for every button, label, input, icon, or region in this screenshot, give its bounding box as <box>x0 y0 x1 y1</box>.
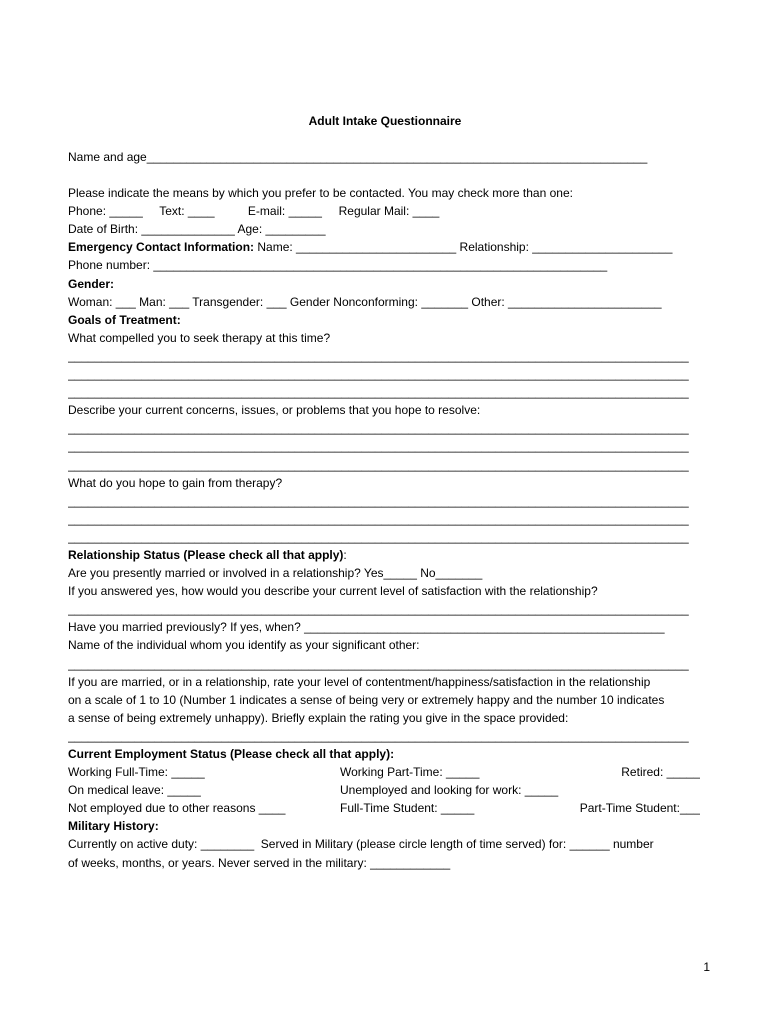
employment-option: Working Full-Time: _____ <box>68 765 205 780</box>
answer-line: _____________________________________________________________________________________________ <box>68 457 689 472</box>
military-history-text-1: Currently on active duty: ________ Served in Military (please circle length of time served) for: ______ number <box>68 837 654 852</box>
spacer <box>68 166 700 184</box>
page-number: 1 <box>703 960 710 974</box>
answer-line: _____________________________________________________________________________________________ <box>68 728 689 743</box>
gender-options: Woman: ___ Man: ___ Transgender: ___ Gender Nonconforming: _______ Other: _______________________ <box>68 294 662 309</box>
emergency-contact-fields: Name: ________________________ Relationship: _____________________ <box>254 240 673 255</box>
answer-line: _____________________________________________________________________________________________ <box>68 385 689 400</box>
question-married-previously: Have you married previously? If yes, when? ______________________________________________________ <box>68 620 665 635</box>
answer-line: _____________________________________________________________________________________________ <box>68 511 689 526</box>
contact-preference-text: Please indicate the means by which you prefer to be contacted. You may check more than one: <box>68 186 573 201</box>
answer-line: _____________________________________________________________________________________________ <box>68 439 689 454</box>
emergency-contact-row <box>68 238 700 256</box>
question-compelled: What compelled you to seek therapy at this time? <box>68 330 331 345</box>
question-married: Are you presently married or involved in a relationship? Yes_____ No_______ <box>68 566 483 581</box>
relationship-status-colon: : <box>343 547 347 562</box>
answer-line: _____________________________________________________________________________________________ <box>68 348 689 363</box>
answer-line: _____________________________________________________________________________________________ <box>68 367 689 382</box>
employment-status-label: Current Employment Status (Please check all that apply): <box>68 747 395 761</box>
contact-methods-field: Phone: _____ Text: ____ E-mail: _____ Regular Mail: ____ <box>68 204 440 219</box>
emergency-contact-label: Emergency Contact Information: <box>68 240 255 255</box>
employment-option: On medical leave: _____ <box>68 783 201 798</box>
phone-number-field: Phone number: ____________________________________________________________________ <box>68 258 608 273</box>
question-gain: What do you hope to gain from therapy? <box>68 475 283 490</box>
goals-label: Goals of Treatment: <box>68 312 181 327</box>
name-age-field: Name and age___________________________________________________________________________ <box>68 150 648 164</box>
rating-instructions-3: a sense of being extremely unhappy). Briefly explain the rating you give in the space provided: <box>68 710 569 725</box>
employment-option: Unemployed and looking for work: _____ <box>340 783 559 798</box>
employment-option: Working Part-Time: _____ <box>340 765 480 780</box>
employment-option: Part-Time Student:___ <box>579 801 700 816</box>
employment-option: Full-Time Student: _____ <box>340 801 475 816</box>
employment-row <box>68 763 700 781</box>
employment-row <box>68 799 700 817</box>
question-satisfaction: If you answered yes, how would you describe your current level of satisfaction with the relationship? <box>68 584 598 599</box>
answer-line: _____________________________________________________________________________________________ <box>68 529 689 544</box>
employment-option: Not employed due to other reasons ____ <box>68 801 286 816</box>
gender-label: Gender: <box>68 276 115 291</box>
employment-option: Retired: _____ <box>621 765 700 780</box>
answer-line: _____________________________________________________________________________________________ <box>68 602 689 617</box>
employment-option <box>566 781 700 799</box>
military-history-label: Military History: <box>68 819 159 834</box>
answer-line: _____________________________________________________________________________________________ <box>68 656 689 671</box>
employment-row <box>68 781 700 799</box>
answer-line: _____________________________________________________________________________________________ <box>68 421 689 436</box>
document-title: Adult Intake Questionnaire <box>308 114 462 128</box>
relationship-status-row <box>68 546 700 564</box>
question-significant-other: Name of the individual whom you identify as your significant other: <box>68 638 420 653</box>
question-concerns: Describe your current concerns, issues, or problems that you hope to resolve: <box>68 403 481 418</box>
rating-instructions-2: on a scale of 1 to 10 (Number 1 indicates a sense of being very or extremely happy and the number 10 indicates <box>68 692 665 707</box>
military-history-text-2: of weeks, months, or years. Never served in the military: ____________ <box>68 855 451 870</box>
rating-instructions-1: If you are married, or in a relationship, rate your level of contentment/happiness/satisfaction in the relationship <box>68 674 651 689</box>
form-body <box>68 148 700 872</box>
dob-age-field: Date of Birth: ______________ Age: _________ <box>68 222 326 237</box>
relationship-status-label: Relationship Status (Please check all that apply) <box>68 547 344 562</box>
answer-line: _____________________________________________________________________________________________ <box>68 493 689 508</box>
